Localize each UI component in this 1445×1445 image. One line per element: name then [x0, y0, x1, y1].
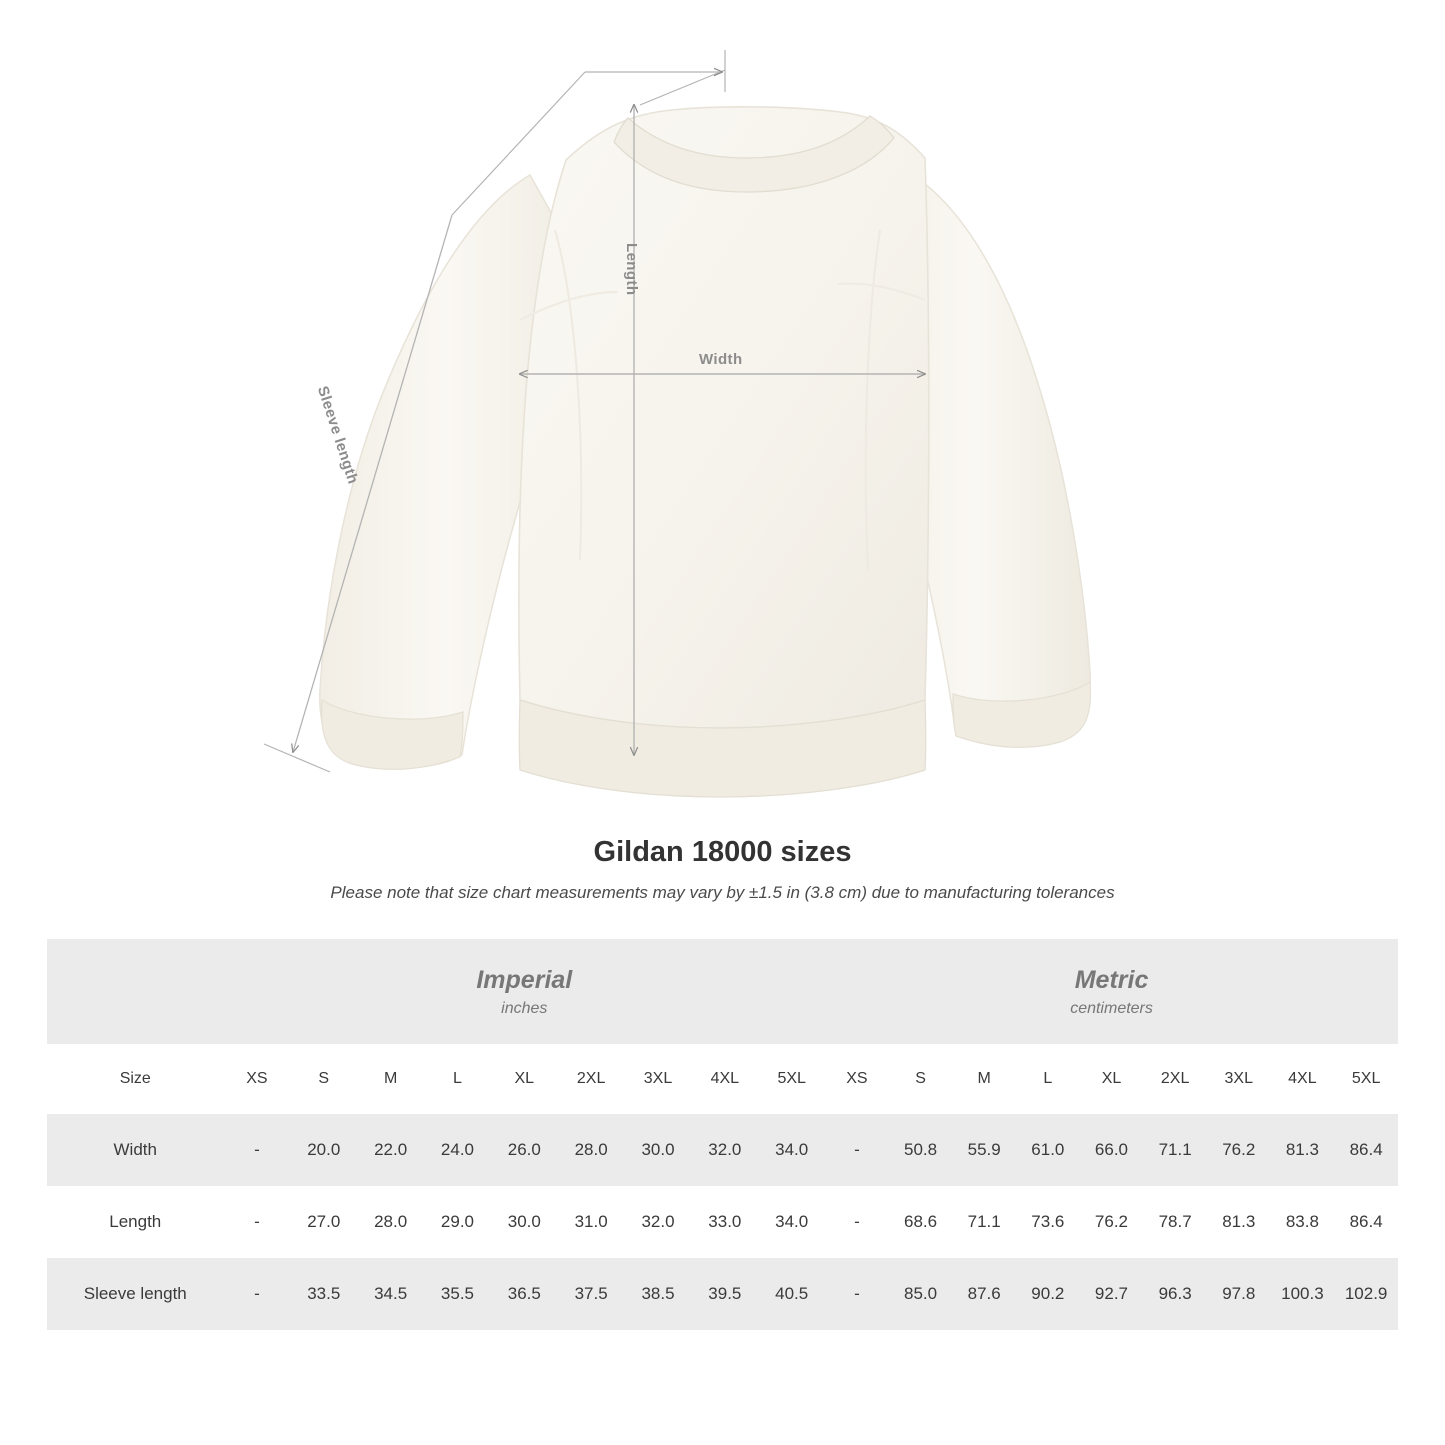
header-met-7: 4XL	[1271, 1044, 1335, 1114]
cell-sleeve-imp-5: 37.5	[558, 1258, 625, 1330]
row-label-sleeve-length: Sleeve length	[47, 1258, 224, 1330]
cell-length-imp-7: 33.0	[691, 1186, 758, 1258]
cell-length-met-6: 81.3	[1207, 1186, 1271, 1258]
cell-sleeve-imp-0: -	[224, 1258, 291, 1330]
column-header-row	[47, 1044, 1398, 1114]
table-row	[47, 1186, 1398, 1258]
cell-width-met-3: 61.0	[1016, 1114, 1080, 1186]
cell-width-imp-1: 20.0	[290, 1114, 357, 1186]
cell-sleeve-imp-1: 33.5	[290, 1258, 357, 1330]
header-met-6: 3XL	[1207, 1044, 1271, 1114]
cell-length-met-5: 78.7	[1143, 1186, 1207, 1258]
cell-sleeve-imp-6: 38.5	[625, 1258, 692, 1330]
cell-sleeve-imp-3: 35.5	[424, 1258, 491, 1330]
cell-sleeve-imp-4: 36.5	[491, 1258, 558, 1330]
row-label-length: Length	[47, 1186, 224, 1258]
system-header-metric	[825, 939, 1398, 1044]
header-met-3: L	[1016, 1044, 1080, 1114]
cell-length-met-8: 86.4	[1334, 1186, 1398, 1258]
header-met-1: S	[889, 1044, 953, 1114]
cell-sleeve-met-4: 92.7	[1080, 1258, 1144, 1330]
cell-width-met-4: 66.0	[1080, 1114, 1144, 1186]
cell-width-imp-4: 26.0	[491, 1114, 558, 1186]
cell-width-imp-7: 32.0	[691, 1114, 758, 1186]
cell-length-met-4: 76.2	[1080, 1186, 1144, 1258]
cell-length-met-1: 68.6	[889, 1186, 953, 1258]
cell-sleeve-met-1: 85.0	[889, 1258, 953, 1330]
cell-length-met-3: 73.6	[1016, 1186, 1080, 1258]
title-block	[0, 836, 1445, 903]
cell-width-imp-6: 30.0	[625, 1114, 692, 1186]
cell-length-met-2: 71.1	[952, 1186, 1016, 1258]
cell-length-imp-8: 34.0	[758, 1186, 825, 1258]
cell-sleeve-imp-2: 34.5	[357, 1258, 424, 1330]
cell-width-met-5: 71.1	[1143, 1114, 1207, 1186]
cell-sleeve-imp-7: 39.5	[691, 1258, 758, 1330]
cell-sleeve-met-5: 96.3	[1143, 1258, 1207, 1330]
size-table-wrapper	[47, 939, 1398, 1330]
cell-length-imp-4: 30.0	[491, 1186, 558, 1258]
cell-width-imp-3: 24.0	[424, 1114, 491, 1186]
cell-length-imp-1: 27.0	[290, 1186, 357, 1258]
imperial-name: Imperial	[476, 966, 573, 994]
header-imp-1: S	[290, 1044, 357, 1114]
header-imp-3: L	[424, 1044, 491, 1114]
imperial-unit: inches	[501, 1000, 548, 1018]
cell-width-met-8: 86.4	[1334, 1114, 1398, 1186]
cell-sleeve-met-7: 100.3	[1271, 1258, 1335, 1330]
header-met-2: M	[952, 1044, 1016, 1114]
cell-width-met-1: 50.8	[889, 1114, 953, 1186]
cell-width-met-2: 55.9	[952, 1114, 1016, 1186]
table-row	[47, 1258, 1398, 1330]
size-table	[47, 939, 1398, 1330]
system-header-imperial	[224, 939, 826, 1044]
cell-length-imp-0: -	[224, 1186, 291, 1258]
cell-sleeve-met-6: 97.8	[1207, 1258, 1271, 1330]
header-size: Size	[47, 1044, 224, 1114]
header-imp-5: 2XL	[558, 1044, 625, 1114]
cell-sleeve-met-3: 90.2	[1016, 1258, 1080, 1330]
header-met-5: 2XL	[1143, 1044, 1207, 1114]
cell-length-imp-2: 28.0	[357, 1186, 424, 1258]
label-sleeve-length: Sleeve length	[313, 384, 362, 487]
header-imp-4: XL	[491, 1044, 558, 1114]
cell-length-imp-6: 32.0	[625, 1186, 692, 1258]
header-imp-0: XS	[224, 1044, 291, 1114]
label-width: Width	[699, 351, 743, 368]
metric-name: Metric	[1074, 966, 1149, 994]
table-row	[47, 1114, 1398, 1186]
cell-length-imp-3: 29.0	[424, 1186, 491, 1258]
cell-sleeve-imp-8: 40.5	[758, 1258, 825, 1330]
header-met-4: XL	[1080, 1044, 1144, 1114]
cell-width-imp-5: 28.0	[558, 1114, 625, 1186]
cell-sleeve-met-2: 87.6	[952, 1258, 1016, 1330]
cell-width-imp-2: 22.0	[357, 1114, 424, 1186]
metric-unit: centimeters	[1070, 1000, 1153, 1018]
system-header-spacer	[47, 939, 224, 1044]
header-imp-7: 4XL	[691, 1044, 758, 1114]
header-imp-2: M	[357, 1044, 424, 1114]
tolerance-note: Please note that size chart measurements may vary by ±1.5 in (3.8 cm) due to manufacturing tolerances	[330, 883, 1115, 902]
cell-length-met-7: 83.8	[1271, 1186, 1335, 1258]
label-length: Length	[623, 243, 640, 296]
header-imp-6: 3XL	[625, 1044, 692, 1114]
header-imp-8: 5XL	[758, 1044, 825, 1114]
cell-sleeve-met-0: -	[825, 1258, 889, 1330]
header-met-8: 5XL	[1334, 1044, 1398, 1114]
page-title: Gildan 18000 sizes	[593, 836, 852, 868]
cell-width-met-0: -	[825, 1114, 889, 1186]
cell-width-imp-0: -	[224, 1114, 291, 1186]
row-label-width: Width	[47, 1114, 224, 1186]
cell-width-met-6: 76.2	[1207, 1114, 1271, 1186]
system-header-row	[47, 939, 1398, 1044]
cell-length-imp-5: 31.0	[558, 1186, 625, 1258]
header-met-0: XS	[825, 1044, 889, 1114]
cell-width-met-7: 81.3	[1271, 1114, 1335, 1186]
cell-length-met-0: -	[825, 1186, 889, 1258]
cell-sleeve-met-8: 102.9	[1334, 1258, 1398, 1330]
cell-width-imp-8: 34.0	[758, 1114, 825, 1186]
